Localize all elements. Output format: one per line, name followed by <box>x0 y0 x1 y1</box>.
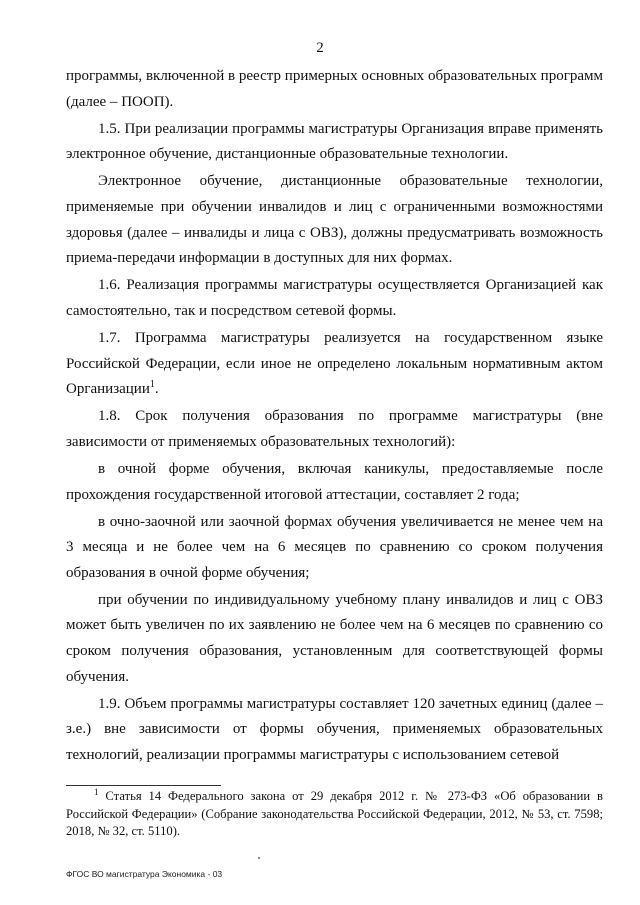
page-footer: ФГОС ВО магистратура Экономика - 03 <box>66 869 223 879</box>
paragraph-1-6: 1.6. Реализация программы магистратуры осуществляется Организацией как самостоятельно, так и посредством сетевой формы. <box>66 277 603 319</box>
paragraph-1-5: 1.5. При реализации программы магистратуры Организация вправе применять электронное обучение, дистанционные образовательные технологии. <box>66 120 603 163</box>
paragraph-distance-learning: Электронное обучение, дистанционные образовательные технологии, применяемые при обучении инвалидов и лиц с ограниченными возможностями здоровья (далее – инвалиды и лица с ОВЗ), должны предусматривать возможность приема-передачи информации в доступных для них формах. <box>66 173 603 267</box>
footnote-mark: 1 <box>94 787 99 797</box>
paragraph-part-time: в очно-заочной или заочной формах обучения увеличивается не менее чем на 3 месяца и не более чем на 6 месяцев по сравнению со сроком получения образования в очной форме обучения; <box>66 513 603 581</box>
paragraph-individual-plan: при обучении по индивидуальному учебному плану инвалидов и лиц с ОВЗ может быть увеличен по их заявлению не более чем на 6 месяцев по сравнению со сроком получения образования, установленным для соответствующей формы обучения. <box>66 591 603 685</box>
paragraph-1: программы, включенной в реестр примерных основных образовательных программ (далее – ПООП). <box>66 68 603 110</box>
footnote-text: Статья 14 Федерального закона от 29 декабря 2012 г. № 273-ФЗ «Об образовании в Российской Федерации» (Собрание законодательства Российской Федерации, 2012, № 53, ст. 7598; 2018, № 32, ст. 5110). <box>66 789 603 838</box>
footnote-separator <box>66 785 221 786</box>
body-text <box>66 64 603 770</box>
paragraph-1-8: 1.8. Срок получения образования по программе магистратуры (вне зависимости от применяемых образовательных технологий): <box>66 408 603 450</box>
paragraph-1-7: 1.7. Программа магистратуры реализуется на государственном языке Российской Федерации, если иное не определено локальным нормативным актом Организации$^1$. <box>66 329 603 398</box>
paragraph-full-time: в очной форме обучения, включая каникулы, предоставляемые после прохождения государственной итоговой аттестации, составляет 2 года; <box>66 460 603 503</box>
paragraph-1-9: 1.9. Объем программы магистратуры составляет 120 зачетных единиц (далее – з.е.) вне зависимости от формы обучения, применяемых образовательных технологий, реализации программы магистратуры с использованием сетевой <box>66 695 603 763</box>
footnote-reference: 1 <box>149 379 155 391</box>
footnote <box>66 788 603 841</box>
page-number: 2 <box>316 40 324 56</box>
scan-speck <box>258 857 260 859</box>
